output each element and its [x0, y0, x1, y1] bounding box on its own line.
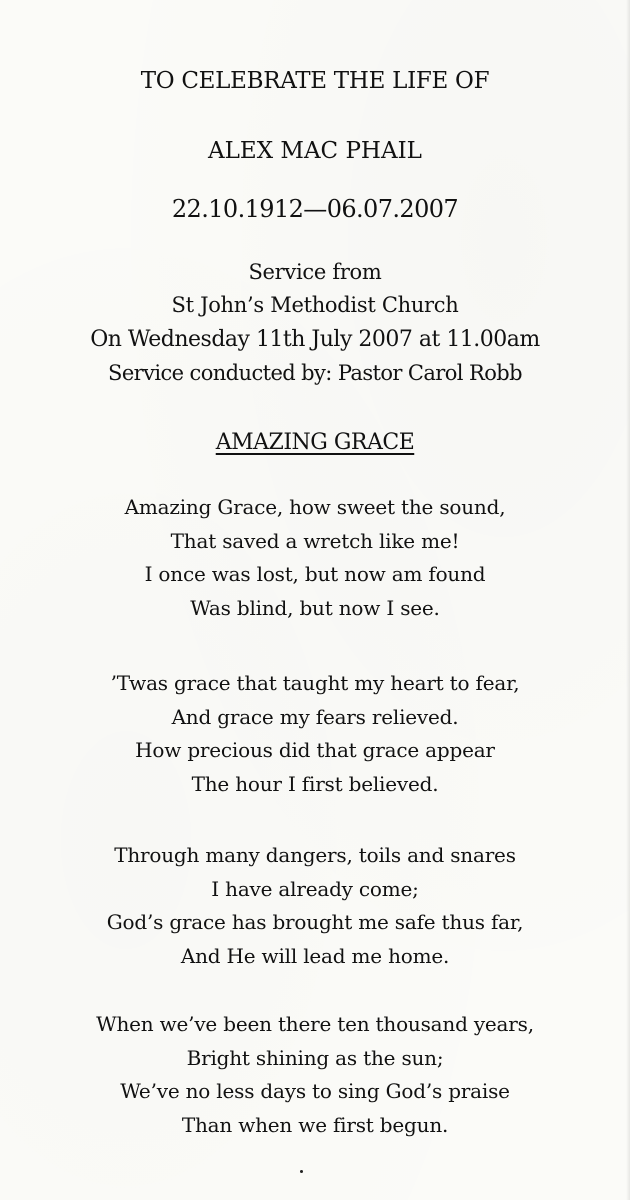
- verse-line: Through many dangers, toils and snares: [114, 843, 516, 867]
- verse-line: When we’ve been there ten thousand years,: [96, 1012, 534, 1036]
- celebration-heading: TO CELEBRATE THE LIFE OF: [140, 68, 490, 94]
- verse-line: The hour I first believed.: [191, 771, 439, 796]
- page-mark-dot: [300, 1170, 303, 1173]
- verse-line: We’ve no less days to sing God’s praise: [120, 1079, 510, 1103]
- service-from-label: Service from: [248, 260, 382, 284]
- hymn-verse-3: [0, 839, 630, 973]
- verse-line: God’s grace has brought me safe thus far,: [106, 910, 524, 934]
- verse-line: And grace my fears relieved.: [171, 704, 459, 729]
- verse-line: Was blind, but now I see.: [190, 595, 440, 620]
- hymn-title-text: AMAZING GRACE: [215, 430, 415, 455]
- hymn-verse-1: [0, 491, 630, 625]
- hymn-verse-4: [0, 1008, 630, 1142]
- hymn-title: [0, 430, 630, 455]
- verse-line: ’Twas grace that taught my heart to fear,: [110, 671, 520, 695]
- verse-line: I once was lost, but now am found: [144, 562, 486, 586]
- verse-line: And He will lead me home.: [180, 943, 450, 968]
- verse-line: How precious did that grace appear: [135, 738, 495, 762]
- hymn-verse-2: [0, 667, 630, 801]
- deceased-name: ALEX MAC PHAIL: [208, 138, 422, 164]
- service-officiant: Service conducted by: Pastor Carol Robb: [108, 361, 522, 385]
- verse-line: That saved a wretch like me!: [170, 528, 460, 553]
- life-dates: 22.10.1912—06.07.2007: [171, 195, 459, 223]
- verse-line: Amazing Grace, how sweet the sound,: [124, 495, 506, 519]
- verse-line: I have already come;: [211, 876, 419, 901]
- service-venue: St John’s Methodist Church: [171, 293, 459, 317]
- verse-line: Bright shining as the sun;: [186, 1045, 444, 1070]
- verse-line: Than when we first begun.: [181, 1112, 449, 1137]
- service-date-time: On Wednesday 11th July 2007 at 11.00am: [90, 327, 540, 352]
